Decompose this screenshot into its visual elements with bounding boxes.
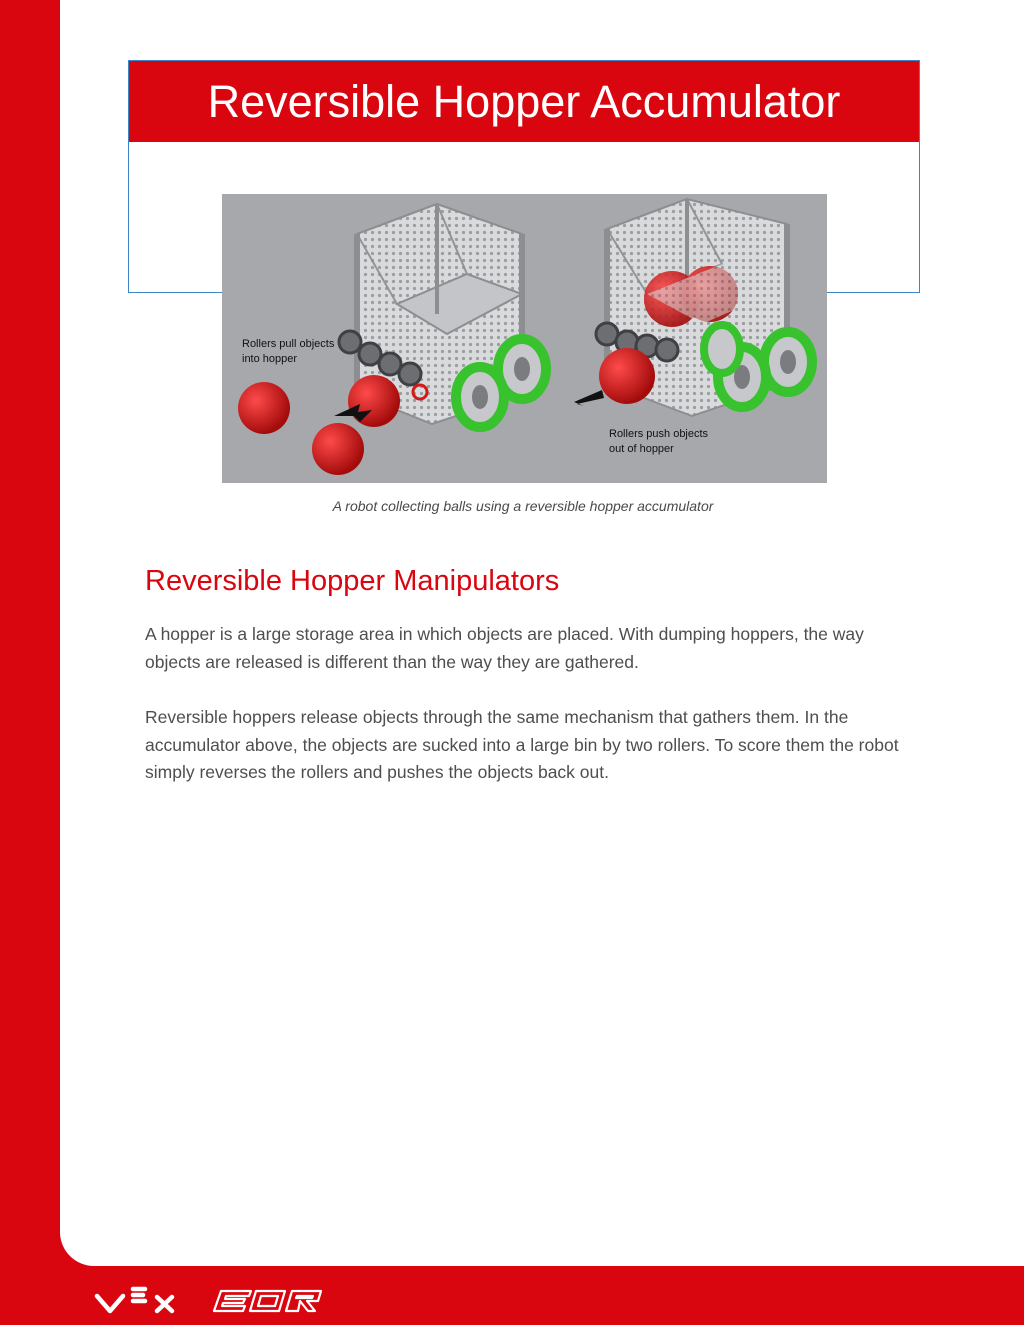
paragraph-reversible-hoppers: Reversible hoppers release objects through the same mechanism that gathers them. In the accumulator above, the objects are sucked into a large bin by two rollers. To score them the robot simply reverses the rollers and pushes the objects back out. — [145, 707, 899, 782]
left-callout-line1: Rollers pull objects — [242, 338, 335, 350]
right-robot — [596, 199, 812, 416]
right-callout-line2: out of hopper — [609, 443, 674, 455]
vex-edr-logo — [93, 1284, 328, 1318]
hopper-illustration — [222, 194, 827, 483]
figure-caption: A robot collecting balls using a reversible hopper accumulator — [332, 498, 714, 514]
hopper-figure — [222, 194, 827, 483]
left-callout-line2: into hopper — [242, 353, 298, 365]
left-balls — [238, 375, 400, 475]
right-callout-line1: Rollers push objects — [609, 428, 709, 440]
page-title: Reversible Hopper Accumulator — [129, 61, 919, 142]
right-exit-ball — [599, 348, 655, 404]
paragraph-hopper-definition: A hopper is a large storage area in which objects are placed. With dumping hoppers, the way objects are released is different than the way they are gathered. — [145, 624, 864, 672]
section-heading: Reversible Hopper Manipulators — [145, 565, 560, 597]
push-arrow — [574, 390, 604, 406]
